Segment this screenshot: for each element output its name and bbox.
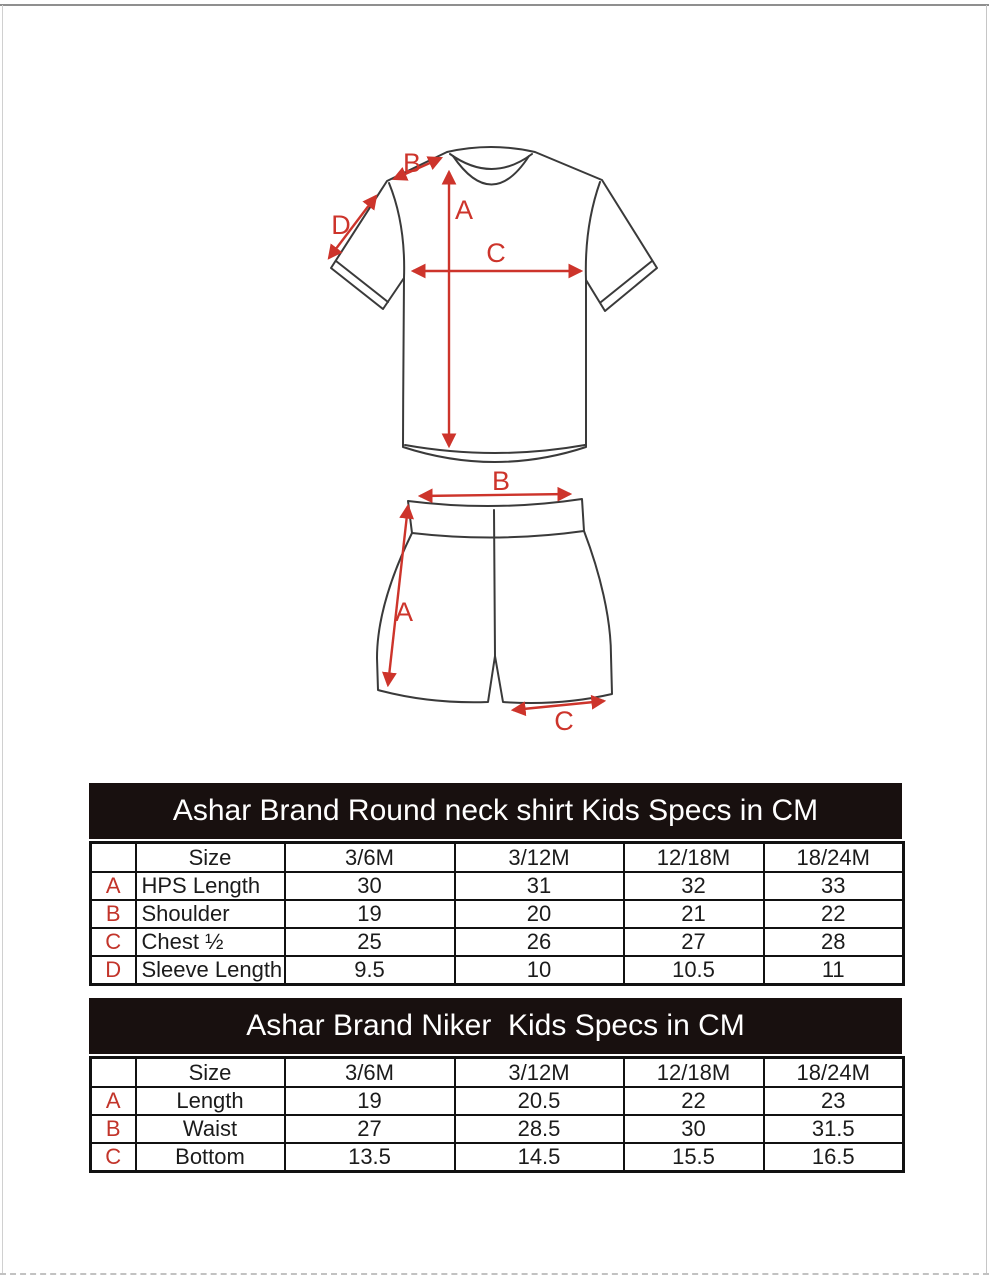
size-col-header: 3/12M: [455, 1058, 624, 1088]
value-cell: 16.5: [764, 1143, 904, 1172]
value-cell: 26: [455, 928, 624, 956]
shorts-center-seam: [494, 510, 495, 656]
table-row: [91, 872, 904, 900]
niker-table-title: Ashar Brand Niker Kids Specs in CM: [89, 998, 902, 1054]
row-letter: C: [91, 928, 136, 956]
value-cell: 28: [764, 928, 904, 956]
tshirt-label-b: B: [402, 148, 422, 178]
row-label: Bottom: [136, 1143, 285, 1172]
value-cell: 30: [285, 872, 455, 900]
value-cell: 27: [624, 928, 764, 956]
value-cell: 22: [624, 1087, 764, 1115]
tshirt-label-a: A: [454, 195, 474, 225]
table-row: [91, 1115, 904, 1143]
shirt-spec-table: [89, 841, 905, 986]
value-cell: 20: [455, 900, 624, 928]
corner-cell: [91, 1058, 136, 1088]
shirt-table-title: Ashar Brand Round neck shirt Kids Specs in CM: [89, 783, 902, 839]
table-row: [91, 956, 904, 985]
value-cell: 15.5: [624, 1143, 764, 1172]
value-cell: 14.5: [455, 1143, 624, 1172]
value-cell: 28.5: [455, 1115, 624, 1143]
value-cell: 27: [285, 1115, 455, 1143]
shorts-label-c: C: [554, 706, 574, 736]
value-cell: 22: [764, 900, 904, 928]
row-letter: A: [91, 1087, 136, 1115]
row-letter: A: [91, 872, 136, 900]
row-label: Shoulder: [136, 900, 285, 928]
niker-table-header-row: [91, 1058, 904, 1088]
value-cell: 19: [285, 900, 455, 928]
row-letter: D: [91, 956, 136, 985]
value-cell: 32: [624, 872, 764, 900]
row-letter: B: [91, 900, 136, 928]
value-cell: 31.5: [764, 1115, 904, 1143]
shorts-label-a: A: [394, 597, 414, 627]
value-cell: 33: [764, 872, 904, 900]
tshirt-label-c: C: [486, 238, 506, 268]
tshirt-label-d: D: [331, 210, 351, 240]
page-border-bottom: [0, 1273, 989, 1275]
table-row: [91, 1143, 904, 1172]
tshirt-outline: [331, 147, 657, 462]
value-cell: 19: [285, 1087, 455, 1115]
value-cell: 10: [455, 956, 624, 985]
size-col-header: 12/18M: [624, 843, 764, 873]
shirt-spec-table-block: [89, 783, 902, 986]
corner-cell: [91, 843, 136, 873]
value-cell: 30: [624, 1115, 764, 1143]
size-col-header: 12/18M: [624, 1058, 764, 1088]
shorts-label-b: B: [491, 466, 511, 496]
size-col-header: 3/12M: [455, 843, 624, 873]
value-cell: 9.5: [285, 956, 455, 985]
value-cell: 13.5: [285, 1143, 455, 1172]
value-cell: 25: [285, 928, 455, 956]
tshirt-drawing: [331, 147, 657, 462]
size-col-header: 18/24M: [764, 1058, 904, 1088]
row-label: Chest ½: [136, 928, 285, 956]
table-row: [91, 928, 904, 956]
value-cell: 20.5: [455, 1087, 624, 1115]
value-cell: 10.5: [624, 956, 764, 985]
table-row: [91, 900, 904, 928]
value-cell: 23: [764, 1087, 904, 1115]
value-cell: 31: [455, 872, 624, 900]
row-label: Sleeve Length: [136, 956, 285, 985]
table-row: [91, 1087, 904, 1115]
row-letter: C: [91, 1143, 136, 1172]
value-cell: 11: [764, 956, 904, 985]
size-header-cell: Size: [136, 843, 285, 873]
value-cell: 21: [624, 900, 764, 928]
size-col-header: 3/6M: [285, 1058, 455, 1088]
size-col-header: 18/24M: [764, 843, 904, 873]
niker-spec-table: [89, 1056, 905, 1173]
row-label: HPS Length: [136, 872, 285, 900]
row-label: Waist: [136, 1115, 285, 1143]
shirt-table-header-row: [91, 843, 904, 873]
row-label: Length: [136, 1087, 285, 1115]
size-col-header: 3/6M: [285, 843, 455, 873]
niker-spec-table-block: [89, 998, 902, 1173]
row-letter: B: [91, 1115, 136, 1143]
size-header-cell: Size: [136, 1058, 285, 1088]
